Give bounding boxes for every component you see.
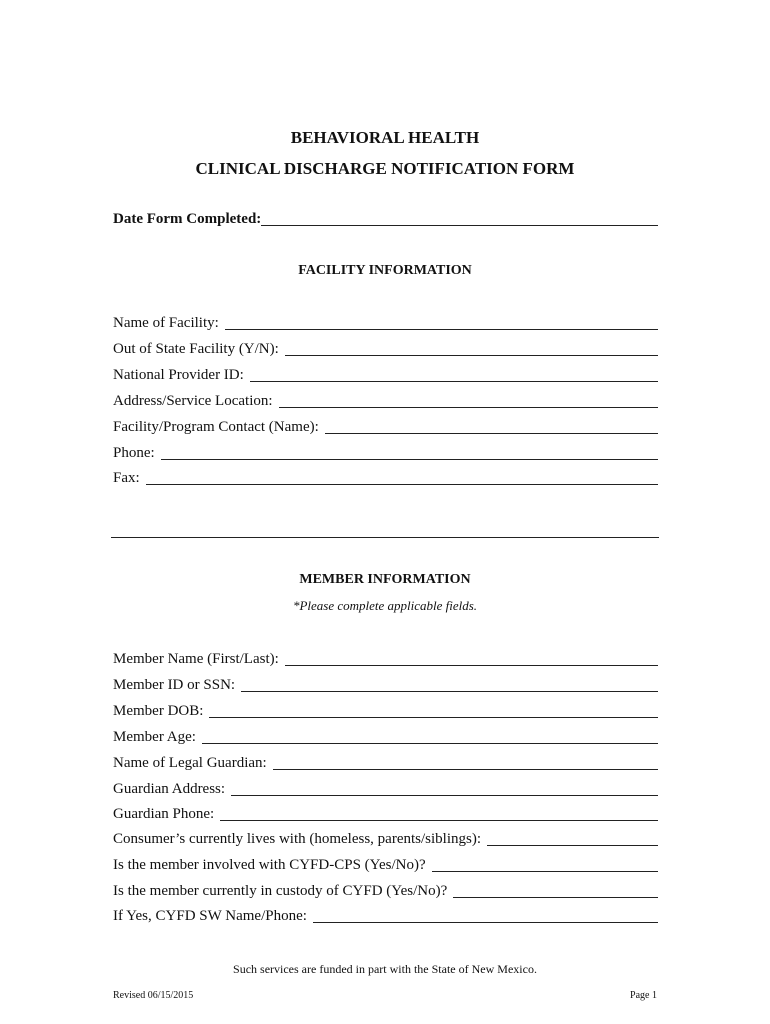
guardian-address-label: Guardian Address: <box>113 781 226 797</box>
npi-field[interactable] <box>250 367 658 382</box>
cyfd-sw-field[interactable] <box>313 908 658 923</box>
guardian-name-label: Name of Legal Guardian: <box>113 755 267 771</box>
contact-label: Facility/Program Contact (Name): <box>113 419 319 435</box>
guardian-phone-row <box>113 805 658 823</box>
cyfd-custody-field[interactable] <box>453 883 658 898</box>
funding-note: Such services are funded in part with the State of New Mexico. <box>233 962 537 976</box>
member-dob-field[interactable] <box>209 703 658 718</box>
facility-fax-field[interactable] <box>146 470 658 485</box>
guardian-phone-label: Guardian Phone: <box>113 806 215 822</box>
member-dob-label: Member DOB: <box>113 703 204 719</box>
cyfd-custody-label: Is the member currently in custody of CYFD (Yes/No)? <box>113 883 448 899</box>
member-dob-row <box>113 702 658 720</box>
form-title-line-1: BEHAVIORAL HEALTH <box>290 128 480 147</box>
facility-name-row <box>113 314 658 332</box>
member-age-row <box>113 728 658 746</box>
contact-field[interactable] <box>325 419 658 434</box>
guardian-address-field[interactable] <box>231 781 658 796</box>
revision-date: Revised 06/15/2015 <box>113 990 194 1001</box>
lives-with-label: Consumer’s currently lives with (homeless, parents/siblings): <box>113 831 482 847</box>
facility-phone-field[interactable] <box>161 445 658 460</box>
member-age-field[interactable] <box>202 729 658 744</box>
date-completed-label: Date Form Completed: <box>113 211 262 227</box>
cyfd-cps-label: Is the member involved with CYFD-CPS (Yes/No)? <box>113 857 426 873</box>
facility-name-label: Name of Facility: <box>113 315 219 331</box>
form-title-line-2: CLINICAL DISCHARGE NOTIFICATION FORM <box>195 159 575 178</box>
section-divider <box>111 537 659 538</box>
guardian-name-row <box>113 754 658 772</box>
out-of-state-field[interactable] <box>285 341 658 356</box>
lives-with-row <box>113 830 658 848</box>
date-completed-row <box>113 211 658 228</box>
npi-label: National Provider ID: <box>113 367 244 383</box>
contact-row <box>113 418 658 436</box>
cyfd-sw-label: If Yes, CYFD SW Name/Phone: <box>113 908 307 924</box>
member-name-row <box>113 650 658 668</box>
out-of-state-row <box>113 340 658 358</box>
facility-name-field[interactable] <box>225 315 658 330</box>
cyfd-sw-row <box>113 907 658 925</box>
cyfd-custody-row <box>113 882 658 900</box>
facility-fax-row <box>113 469 658 487</box>
member-id-field[interactable] <box>241 677 658 692</box>
lives-with-field[interactable] <box>487 831 658 846</box>
member-id-label: Member ID or SSN: <box>113 677 236 693</box>
page-number: Page 1 <box>630 990 657 1001</box>
member-age-label: Member Age: <box>113 729 196 745</box>
member-name-label: Member Name (First/Last): <box>113 651 279 667</box>
out-of-state-label: Out of State Facility (Y/N): <box>113 341 279 357</box>
cyfd-cps-field[interactable] <box>432 857 658 872</box>
member-section-heading: MEMBER INFORMATION <box>299 572 471 587</box>
facility-section-heading: FACILITY INFORMATION <box>298 263 472 278</box>
member-section-note: *Please complete applicable fields. <box>292 598 478 613</box>
member-id-row <box>113 676 658 694</box>
facility-phone-row <box>113 444 658 462</box>
facility-phone-label: Phone: <box>113 445 155 461</box>
facility-fax-label: Fax: <box>113 470 140 486</box>
date-completed-field[interactable] <box>261 211 658 226</box>
guardian-name-field[interactable] <box>273 755 658 770</box>
cyfd-cps-row <box>113 856 658 874</box>
address-label: Address/Service Location: <box>113 393 273 409</box>
member-name-field[interactable] <box>285 651 658 666</box>
guardian-address-row <box>113 780 658 798</box>
guardian-phone-field[interactable] <box>220 806 658 821</box>
address-field[interactable] <box>279 393 658 408</box>
npi-row <box>113 366 658 384</box>
address-row <box>113 392 658 410</box>
